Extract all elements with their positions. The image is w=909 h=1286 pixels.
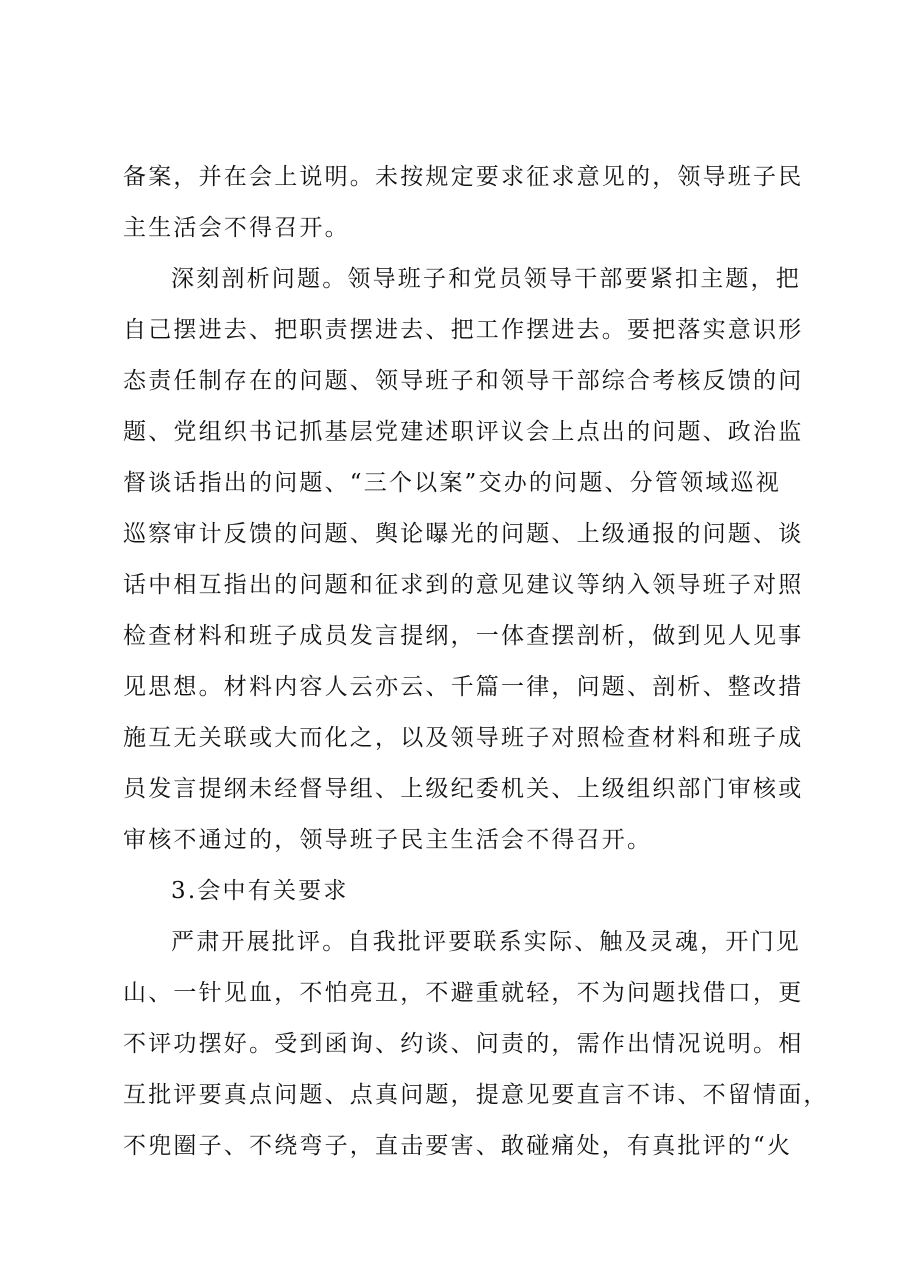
text-line: 不兜圈子、不绕弯子，直击要害、敢碰痛处，有真批评的“火 <box>123 1133 793 1159</box>
text-line: 检查材料和班子成员发言提纲，一体查摆剖析，做到见人见事 <box>123 623 804 649</box>
text-line: 主生活会不得召开。 <box>123 215 350 241</box>
document-body <box>123 152 829 1172</box>
text-line: 不评功摆好。受到函询、约谈、问责的，需作出情况说明。相 <box>123 1031 804 1057</box>
text-line: 巡察审计反馈的问题、舆论曝光的问题、上级通报的问题、谈 <box>123 521 804 547</box>
text-line: 备案，并在会上说明。未按规定要求征求意见的，领导班子民 <box>123 164 804 190</box>
text-line: 话中相互指出的问题和征求到的意见建议等纳入领导班子对照 <box>123 572 804 598</box>
paragraph-heading-line: 严肃开展批评。自我批评要联系实际、触及灵魂，开门见 <box>171 929 801 955</box>
text-line: 施互无关联或大而化之，以及领导班子对照检查材料和班子成 <box>123 725 804 751</box>
section-heading: 3.会中有关要求 <box>171 878 349 904</box>
text-line: 态责任制存在的问题、领导班子和领导干部综合考核反馈的问 <box>123 368 804 394</box>
paragraph-heading-line: 深刻剖析问题。领导班子和党员领导干部要紧扣主题，把 <box>171 266 801 292</box>
text-line: 题、党组织书记抓基层党建述职评议会上点出的问题、政治监 <box>123 419 804 445</box>
text-line: 审核不通过的，领导班子民主生活会不得召开。 <box>123 827 653 853</box>
text-line: 互批评要真点问题、点真问题，提意见要直言不讳、不留情面， <box>123 1082 829 1108</box>
text-line: 见思想。材料内容人云亦云、千篇一律，问题、剖析、整改措 <box>123 674 804 700</box>
text-line: 自己摆进去、把职责摆进去、把工作摆进去。要把落实意识形 <box>123 317 804 343</box>
text-line: 山、一针见血，不怕亮丑，不避重就轻，不为问题找借口，更 <box>123 980 804 1006</box>
text-line: 督谈话指出的问题、“三个以案”交办的问题、分管领域巡视 <box>123 470 781 496</box>
text-line: 员发言提纲未经督导组、上级纪委机关、上级组织部门审核或 <box>123 776 804 802</box>
